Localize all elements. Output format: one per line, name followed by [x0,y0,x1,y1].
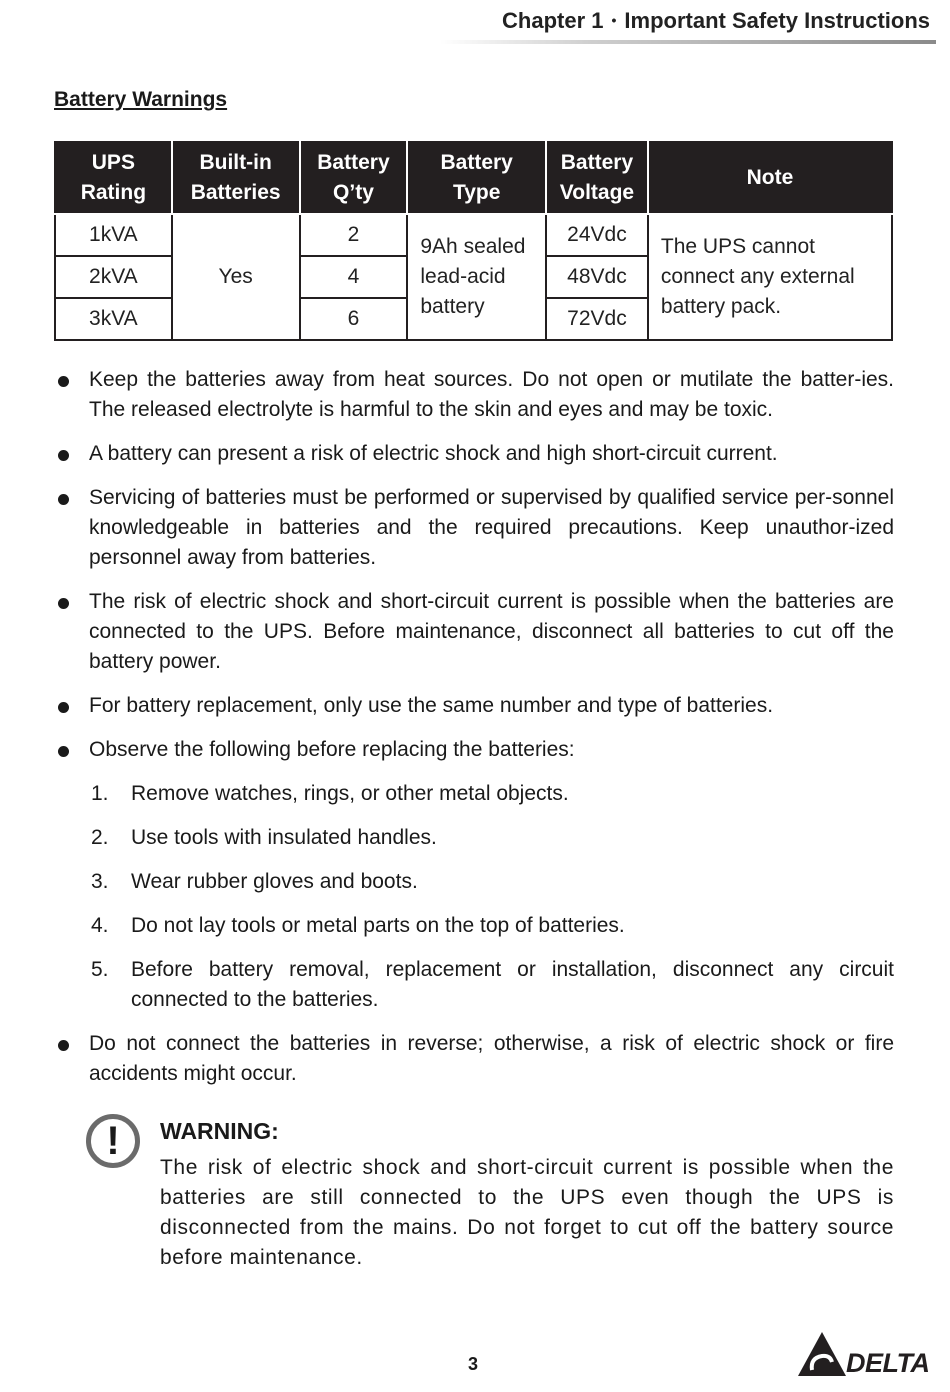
exclamation-icon: ! [86,1114,140,1168]
header-battery-type: Battery Type [407,142,546,214]
replacement-steps [89,779,894,1015]
cell-rating: 3kVA [55,298,172,340]
list-item: Servicing of batteries must be performed or supervised by qualified service per-sonnel knowledgeable in batteries and the required precautions. Keep unauthor-ized personnel away from batteries. [54,483,894,573]
cell-note: The UPS cannot connect any external battery pack. [648,214,892,340]
list-item: Do not connect the batteries in reverse; otherwise, a risk of electric shock or fire accidents might occur. [54,1029,894,1089]
cell-quantity: 4 [300,256,408,298]
cell-quantity: 2 [300,214,408,256]
list-item: Observe the following before replacing the batteries: 1. Remove watches, rings, or other metal objects. 2. Use tools with insulated handles. 3. Wear rubber gloves and boots. 4. Do not lay tools or metal parts on the top of batteries. 5. Before battery removal, replacement or installation, disconnect any circuit connected to the batteries. [54,735,894,1015]
header-separator: • [611,12,617,28]
bullet-icon [58,376,69,387]
cell-voltage: 48Vdc [546,256,648,298]
table-row [55,214,892,256]
battery-warning-list [54,365,894,1103]
header-battery-voltage: Battery Voltage [546,142,648,214]
cell-rating: 1kVA [55,214,172,256]
cell-battery-type: 9Ah sealed lead-acid battery [407,214,546,340]
cell-voltage: 72Vdc [546,298,648,340]
chapter-label: Chapter 1 [502,8,604,33]
bullet-icon [58,494,69,505]
list-item: The risk of electric shock and short-circuit current is possible when the batteries are connected to the UPS. Before maintenance, disconnect all batteries to cut off the battery power. [54,587,894,677]
delta-logo [796,1330,938,1380]
header-built-in-batteries: Built-in Batteries [172,142,300,214]
cell-quantity: 6 [300,298,408,340]
header-battery-qty: Battery Q’ty [300,142,408,214]
warning-text: The risk of electric shock and short-circuit current is possible when the batteries are still connected to the UPS even though the UPS is disconnected from the mains. Do not forget to cut off the battery source before maintenance. [160,1156,894,1269]
cell-rating: 2kVA [55,256,172,298]
step-item: 5. Before battery removal, replacement or installation, disconnect any circuit connected to the batteries. [91,958,894,1011]
step-item: 2. Use tools with insulated handles. [91,826,437,849]
section-title: Battery Warnings [54,88,228,111]
chapter-title: Important Safety Instructions [624,8,930,33]
running-header [430,8,930,34]
logo-text: DELTA [846,1348,930,1378]
header-note: Note [648,142,892,214]
bullet-icon [58,746,69,757]
table-header-row [55,142,892,214]
list-item: Keep the batteries away from heat sources. Do not open or mutilate the batter-ies. The released electrolyte is harmful to the skin and eyes and may be toxic. [54,365,894,425]
bullet-icon [58,1040,69,1051]
list-item: A battery can present a risk of electric shock and high short-circuit current. [54,439,894,469]
delta-triangle-icon [796,1330,848,1378]
header-ups-rating: UPS Rating [55,142,172,214]
page-number: 3 [467,1354,478,1374]
bullet-icon [58,598,69,609]
header-rule [440,40,936,44]
list-item: For battery replacement, only use the same number and type of batteries. [54,691,894,721]
step-item: 4. Do not lay tools or metal parts on the top of batteries. [91,914,625,937]
step-item: 1. Remove watches, rings, or other metal objects. [91,782,569,805]
warning-callout [86,1112,894,1282]
bullet-icon [58,702,69,713]
battery-spec-table [54,141,893,341]
cell-built-in: Yes [172,214,300,340]
cell-voltage: 24Vdc [546,214,648,256]
bullet-icon [58,450,69,461]
step-item: 3. Wear rubber gloves and boots. [91,870,418,893]
warning-title: WARNING: [160,1118,279,1144]
